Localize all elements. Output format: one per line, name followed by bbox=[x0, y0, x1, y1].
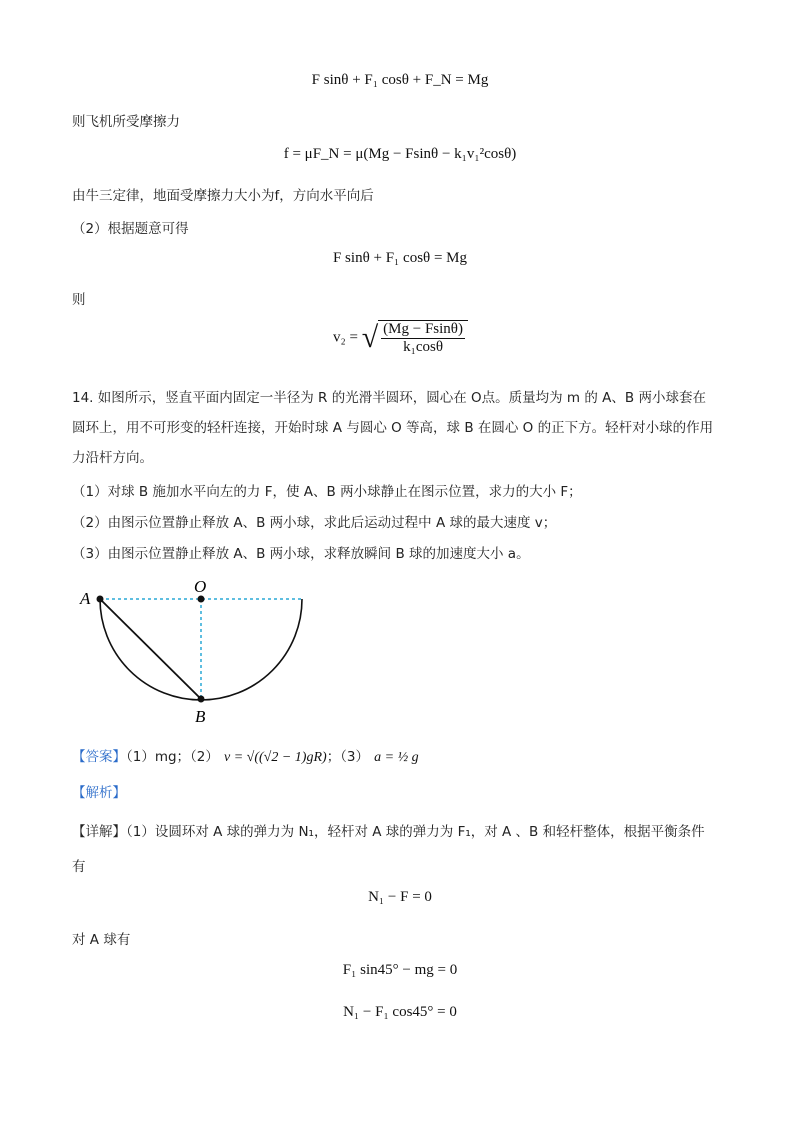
label-o: O bbox=[194, 577, 207, 596]
detail-tag: 【详解】 bbox=[72, 824, 126, 840]
answer-tag: 【答案】 bbox=[72, 749, 126, 765]
detail-line-2: 有 bbox=[72, 859, 86, 875]
sqrt-radicand bbox=[378, 320, 468, 356]
answer-part-1: （1）mg；（2） bbox=[126, 749, 219, 765]
fraction-v2-numerator: (Mg − Fsinθ) bbox=[383, 321, 463, 337]
text-for-a: 对 A 球有 bbox=[72, 932, 131, 948]
detail-line-1 bbox=[72, 820, 705, 840]
text-friction-intro: 则飞机所受摩擦力 bbox=[72, 114, 180, 130]
answer-a: a = ½ g bbox=[374, 750, 419, 765]
ball-b bbox=[198, 696, 205, 703]
analysis-tag: 【解析】 bbox=[72, 785, 126, 801]
label-a: A bbox=[80, 589, 91, 608]
equation-balance: F sinθ + F₁ cosθ = Mg bbox=[332, 250, 468, 266]
center-o bbox=[198, 596, 205, 603]
light-rod bbox=[100, 599, 201, 699]
text-then: 则 bbox=[72, 292, 86, 308]
fraction-v2 bbox=[381, 321, 465, 356]
equation-friction: f = μF_N = μ(Mg − Fsinθ − k₁v₁²cosθ) bbox=[283, 146, 517, 162]
equation-v2-lhs: v₂ = bbox=[333, 329, 358, 346]
q14-line-2: 圆环上，用不可形变的轻杆连接，开始时球 A 与圆心 O 等高，球 B 在圆心 O 的正下方。轻杆对小球的作用 bbox=[72, 420, 714, 436]
equation-sin45: F₁ sin45° − mg = 0 bbox=[342, 962, 458, 978]
fraction-v2-denominator: k₁cosθ bbox=[403, 339, 444, 355]
answer-v: v = √((√2 − 1)gR) bbox=[224, 750, 327, 765]
q14-part-1: （1）对球 B 施加水平向左的力 F，使 A、B 两小球静止在图示位置，求力的大小 F； bbox=[72, 484, 582, 500]
answer-part-3: ；（3） bbox=[326, 749, 370, 765]
detail-text-1: （1）设圆环对 A 球的弹力为 N₁，轻杆对 A 球的弹力为 F₁，对 A 、B 和轻杆整体，根据平衡条件 bbox=[126, 824, 705, 840]
semicircle-figure bbox=[70, 570, 320, 730]
answer-line bbox=[72, 745, 419, 766]
text-third-law: 由牛三定律，地面受摩擦力大小为f，方向水平向后 bbox=[72, 188, 374, 204]
q14-line-1: 14. 如图所示，竖直平面内固定一半径为 R 的光滑半圆环，圆心在 O点。质量均为 m 的 A、B 两小球套在 bbox=[72, 390, 706, 406]
q14-line-3: 力沿杆方向。 bbox=[72, 450, 153, 466]
label-b: B bbox=[195, 707, 206, 726]
q14-part-2: （2）由图示位置静止释放 A、B 两小球，求此后运动过程中 A 球的最大速度 v； bbox=[72, 515, 557, 531]
q14-part-3: （3）由图示位置静止释放 A、B 两小球，求释放瞬间 B 球的加速度大小 a。 bbox=[72, 546, 530, 562]
text-part2-heading: （2）根据题意可得 bbox=[72, 221, 189, 237]
sqrt-sign-icon: √ bbox=[361, 321, 379, 354]
equation-n1: N₁ − F = 0 bbox=[368, 889, 432, 905]
equation-force-balance-vertical: F sinθ + F₁ cosθ + F_N = Mg bbox=[311, 72, 489, 88]
ball-a bbox=[97, 596, 104, 603]
equation-v2 bbox=[333, 320, 468, 356]
equation-cos45: N₁ − F₁ cos45° = 0 bbox=[343, 1004, 457, 1020]
